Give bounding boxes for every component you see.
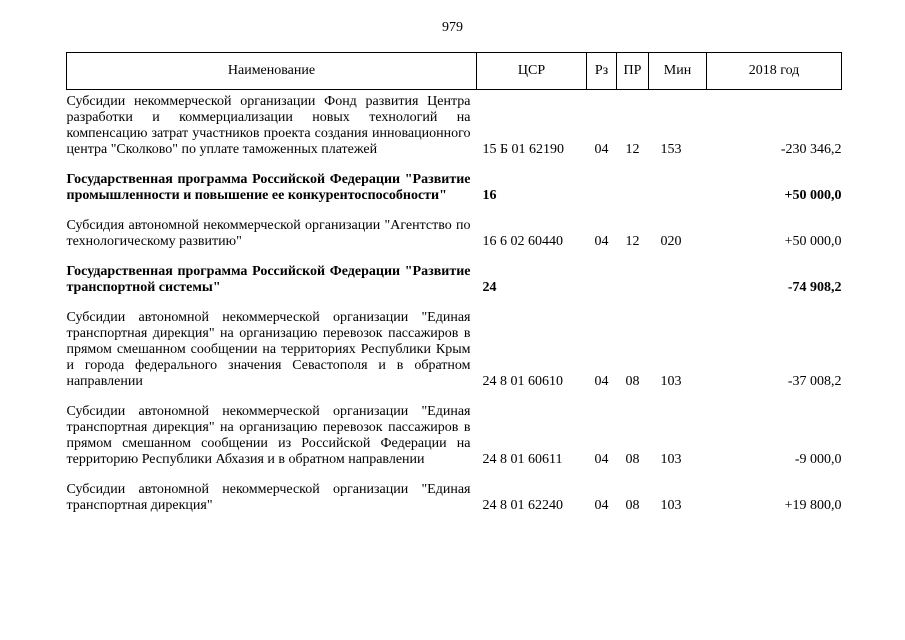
table-row	[67, 218, 842, 250]
header-pr: ПР	[617, 53, 649, 90]
row-rz: 04	[594, 498, 609, 513]
page-number: 979	[442, 20, 463, 35]
row-min: 103	[660, 452, 682, 467]
table-row	[67, 172, 842, 204]
row-pr: 12	[625, 234, 640, 249]
row-amount: -9 000,0	[794, 452, 842, 467]
row-pr	[617, 172, 649, 204]
row-amount: +50 000,0	[784, 188, 842, 203]
row-pr	[617, 264, 649, 296]
row-name: Субсидии автономной некоммерческой организации "Единая транспортная дирекция" на организацию перевозок пассажиров в прямом смешанном сообщении из Российской Федерации на территорию Республики Абхазия и в обратном направлении	[66, 404, 471, 467]
row-name: Субсидии автономной некоммерческой организации "Единая транспортная дирекция"	[66, 482, 471, 513]
table-row	[67, 310, 842, 390]
row-rz: 04	[594, 234, 609, 249]
row-amount: +19 800,0	[784, 498, 842, 513]
row-rz	[587, 264, 617, 296]
row-min: 153	[660, 142, 682, 157]
row-pr: 08	[625, 374, 640, 389]
row-min	[649, 172, 707, 204]
row-name: Субсидии автономной некоммерческой организации "Единая транспортная дирекция" на организацию перевозок пассажиров в прямом смешанном сообщении на территориях Республики Крым и города федерального значения Севастополя и в обратном направлении	[66, 310, 471, 389]
row-name: Государственная программа Российской Федерации "Развитие транспортной системы"	[66, 264, 471, 295]
header-year: 2018 год	[707, 53, 842, 90]
table-body	[67, 90, 842, 515]
row-rz: 04	[594, 142, 609, 157]
row-min: 103	[660, 498, 682, 513]
budget-table	[66, 52, 842, 514]
table-row	[67, 264, 842, 296]
row-pr: 08	[625, 452, 640, 467]
table-header	[67, 53, 842, 90]
row-pr: 08	[625, 498, 640, 513]
row-amount: -230 346,2	[780, 142, 842, 157]
row-csr: 24 8 01 60610	[482, 374, 563, 389]
row-rz: 04	[594, 452, 609, 467]
row-csr: 24 8 01 60611	[482, 452, 563, 467]
row-pr: 12	[625, 142, 640, 157]
row-name: Субсидия автономной некоммерческой организации "Агентство по технологическому развитию"	[66, 218, 471, 249]
header-name: Наименование	[67, 53, 477, 90]
table-row	[67, 404, 842, 468]
header-rz: Рз	[587, 53, 617, 90]
header-min: Мин	[649, 53, 707, 90]
row-name: Субсидии некоммерческой организации Фонд развития Центра разработки и коммерциализации новых технологий на компенсацию затрат участников проекта создания инновационного центра "Сколково" по уплате таможенных платежей	[66, 94, 471, 157]
row-amount: +50 000,0	[784, 234, 842, 249]
header-csr: ЦСР	[477, 53, 587, 90]
row-min: 103	[660, 374, 682, 389]
row-csr: 15 Б 01 62190	[482, 142, 565, 157]
row-csr: 16 6 02 60440	[482, 234, 563, 249]
row-rz: 04	[594, 374, 609, 389]
row-csr: 16	[482, 188, 497, 203]
row-csr: 24 8 01 62240	[482, 498, 563, 513]
table-row	[67, 94, 842, 158]
row-amount: -37 008,2	[787, 374, 842, 389]
row-csr: 24	[482, 280, 497, 295]
row-rz	[587, 172, 617, 204]
row-min	[649, 264, 707, 296]
table-row	[67, 482, 842, 514]
row-amount: -74 908,2	[787, 280, 842, 295]
row-min: 020	[660, 234, 682, 249]
row-name: Государственная программа Российской Федерации "Развитие промышленности и повышение ее конкурентоспособности"	[66, 172, 471, 203]
